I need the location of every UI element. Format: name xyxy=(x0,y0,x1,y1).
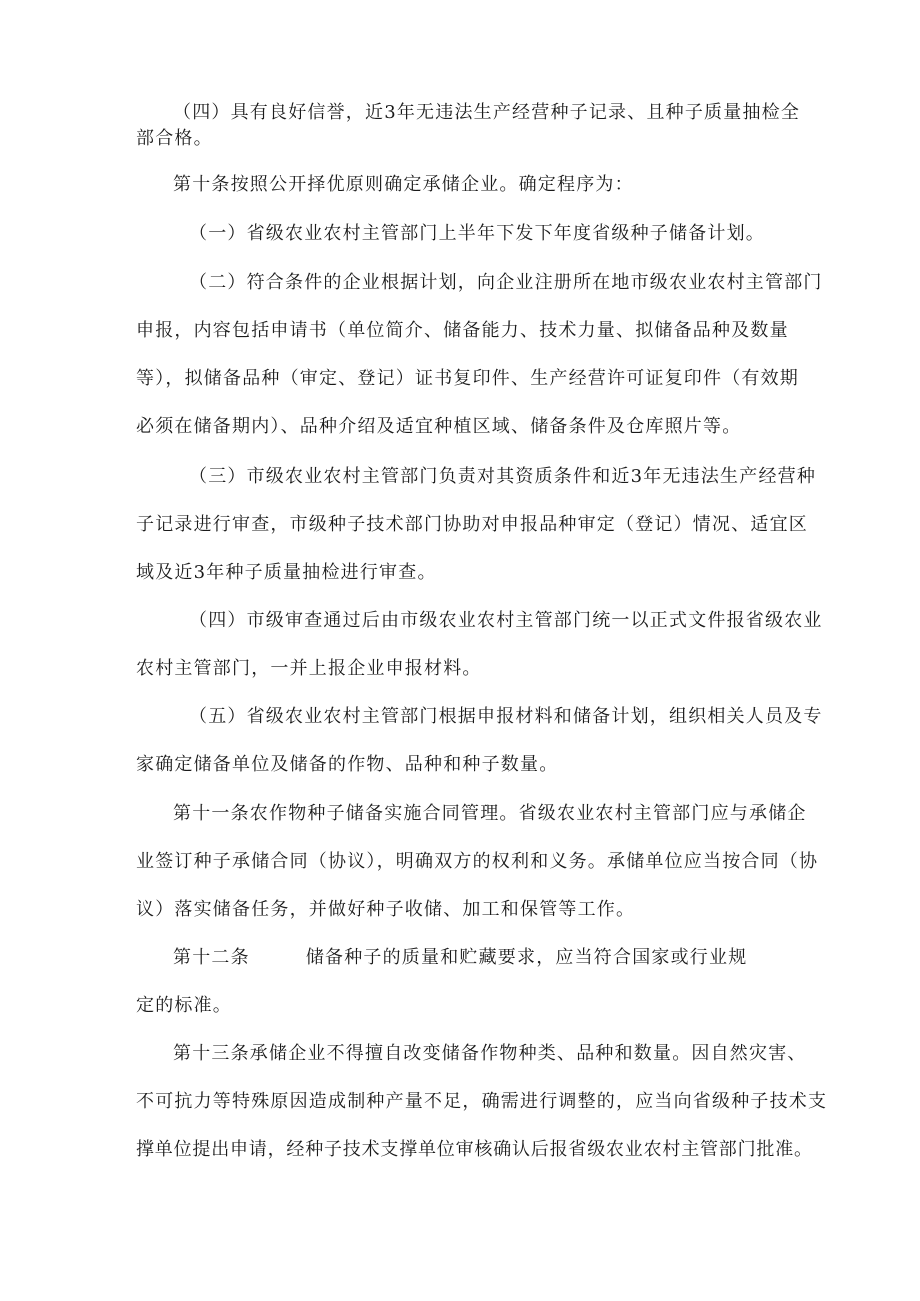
article-10-heading-line: 第十条按照公开择优原则确定承储企业。确定程序为： xyxy=(173,174,634,195)
paragraph-line: 部合格。 xyxy=(136,128,213,149)
paragraph-line: （四）市级审查通过后由市级农业农村主管部门统一以正式文件报省级农业 xyxy=(189,610,823,631)
paragraph-line: 农村主管部门，一并上报企业申报材料。 xyxy=(136,658,482,679)
paragraph-line: （一）省级农业农村主管部门上半年下发下年度省级种子储备计划。 xyxy=(189,223,765,244)
article-11-heading-line: 第十一条农作物种子储备实施合同管理。省级农业农村主管部门应与承储企 xyxy=(173,803,807,824)
paragraph-line: 子记录进行审查，市级种子技术部门协助对申报品种审定（登记）情况、适宜区 xyxy=(136,514,808,535)
article-12-label: 第十二条 xyxy=(173,947,250,968)
paragraph-line: 家确定储备单位及储备的作物、品种和种子数量。 xyxy=(136,754,559,775)
paragraph-line: 业签订种子承储合同（协议），明确双方的权利和义务。承储单位应当按合同（协 xyxy=(136,851,819,872)
paragraph-line: 必须在储备期内）、品种介绍及适宜种植区域、储备条件及仓库照片等。 xyxy=(136,416,742,437)
paragraph-line: （二）符合条件的企业根据计划，向企业注册所在地市级农业农村主管部门 xyxy=(189,272,823,293)
article-13-heading-line: 第十三条承储企业不得擅自改变储备作物种类、品种和数量。因自然灾害、 xyxy=(173,1043,807,1064)
paragraph-line: 域及近3年种子质量抽检进行审查。 xyxy=(136,562,437,583)
paragraph-line: 等），拟储备品种（审定、登记）证书复印件、生产经营许可证复印件（有效期 xyxy=(136,368,799,389)
article-12-heading-line xyxy=(173,947,747,969)
paragraph-line: 撑单位提出申请，经种子技术支撑单位审核确认后报省级农业农村主管部门批准。 xyxy=(136,1139,813,1160)
article-12-text: 储备种子的质量和贮藏要求，应当符合国家或行业规 xyxy=(305,947,748,968)
paragraph-line: 定的标准。 xyxy=(136,995,232,1016)
paragraph-line: （三）市级农业农村主管部门负责对其资质条件和近3年无违法生产经营种 xyxy=(189,466,817,487)
paragraph-line: （五）省级农业农村主管部门根据申报材料和储备计划，组织相关人员及专 xyxy=(189,706,823,727)
paragraph-line: （四）具有良好信誉，近3年无违法生产经营种子记录、且种子质量抽检全 xyxy=(173,102,801,123)
paragraph-line: 议）落实储备任务，并做好种子收储、加工和保管等工作。 xyxy=(136,899,636,920)
paragraph-line: 申报，内容包括申请书（单位简介、储备能力、技术力量、拟储备品种及数量 xyxy=(136,320,789,341)
paragraph-line: 不可抗力等特殊原因造成制种产量不足，确需进行调整的，应当向省级种子技术支 xyxy=(136,1091,828,1112)
